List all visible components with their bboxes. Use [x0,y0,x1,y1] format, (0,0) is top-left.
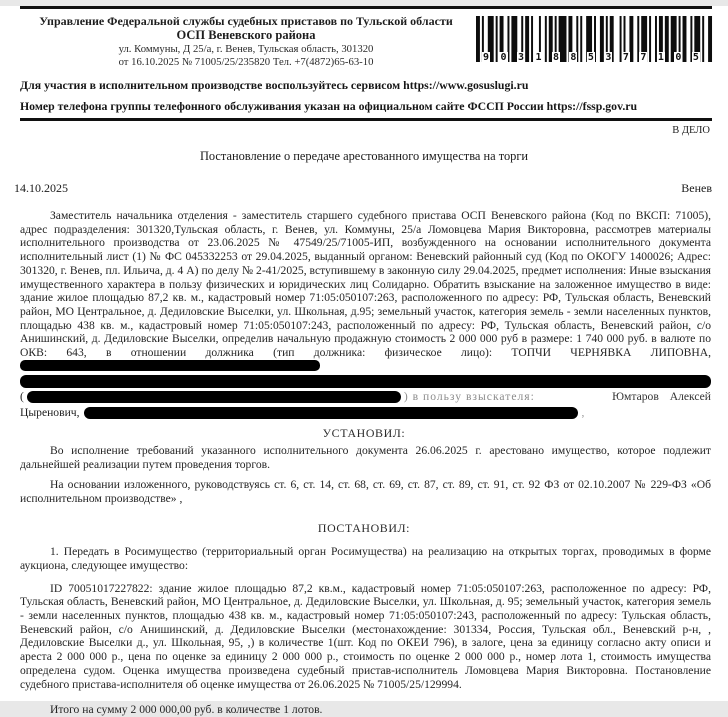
claimant-name: Юмтаров Алексей [612,390,711,404]
gosuslugi-notice: Для участия в исполнительном производстве воспользуйтесь сервисом https://www.gosuslugi.ru [20,78,529,92]
document-place: Венев [681,181,712,195]
intro-paragraph [20,209,711,373]
top-rule [20,6,712,9]
scanned-document-page [0,6,728,717]
lot-description-paragraph: ID 70051017227822: здание жилое площадью 87,2 кв.м., кадастровый номер 71:05:050107:263, расположенное по адресу: РФ, Тульская область, Веневский район, МО Центральное, д. Дедиловские Выселки, ул. Школьная, д. 95; земельный участок, категория земель - земли населенных пунктов, площадью 438 кв. м., кадастровый номер 71:05:050107:243, расположенный по адресу: Тульская область, Веневский район, с/о Анишинский, д. Дедиловские Выселки (местонахождение: 301334, Россия, Тульская обл., Веневский р-н, , Дедиловские Выселки д., ул. Школьная, 95, ,) в количестве 1(шт. Код по ОКЕИ 796), в залоге, цена за единицу согласно акту описи и ареста 2 000 000 р., цена по оценке за единицу 2 000 000 р., стоимость по оценке 2 000 000 р., номер лота 1, стоимость имущества определена судом. Оценка имущества произведена судебный пристав-исполнитель Ломовцева Мария Викторовна. Постановление судебного пристава-исполнителя об оценке имущества от 26.06.2025 № 71005/25/129994. [20,581,711,691]
org-name-line2: ОСП Веневского района [176,28,316,42]
barcode-digit: 1 [535,52,542,63]
document-title: Постановление о передаче арестованного имущества на торги [199,149,529,163]
redacted-line-full [20,375,711,388]
ustanovil-paragraph: Во исполнение требований указанного исполнительного документа 26.06.2025 г. арестовано имущество, которое подлежит дальнейшей реализации путем проведения торгов. [20,444,711,472]
org-name-line1: Управление Федеральной службы судебных приставов по Тульской области [39,14,453,28]
barcode-digit: 3 [605,52,612,63]
redaction-bar [84,407,578,419]
barcode-digit: 5 [692,52,699,63]
open-paren: ( [20,390,24,404]
barcode-digit: 7 [640,52,647,63]
section-ustanovil: УСТАНОВИЛ: [322,426,406,441]
header-bottom-rule [20,118,712,121]
letterhead [20,14,714,69]
barcode-digit: 8 [552,52,559,63]
barcode-digit: 8 [570,52,577,63]
outgoing-ref-line: от 16.10.2025 № 71005/25/235820 Тел. +7(4872)65-63-10 [118,56,374,68]
letterhead-org-block [20,14,472,69]
barcode-digit: 1 [657,52,664,63]
legal-basis-paragraph: На основании изложенного, руководствуясь ст. 6, ст. 14, ст. 68, ст. 69, ст. 87, ст. 89, ст. 91, ст. 92 ФЗ от 02.10.2007 № 229-ФЗ «Об исполнительном производстве» , [20,477,711,505]
document-barcode [476,16,714,64]
date-place-row [14,181,712,196]
redaction-bar [20,360,320,371]
redaction-bar [20,375,711,388]
intro-paragraph-text: Заместитель начальника отделения - заместитель старшего судебного пристава ОСП Веневского района (Код по ВКСП: 71005), адрес подразделения: 301320,Тульская область, г. Венев, ул. Коммуны, 25/а Ломовцева Мария Викторовна, рассмотрев материалы исполнительного производства от 23.06.2025 № 47549/25/71005-ИП, возбужденного на основании исполнительного документа исполнительный лист (1) № ФС 045332253 от 29.04.2025, выданный органом: Веневский районный суд (Код по ОКОГУ 1400026; Адрес: 301320, г. Венев, пл. Ильича, д. 4 А) по делу № 2-41/2025, вступившему в законную силу 29.04.2025, предмет исполнения: Иные взыскания имущественного характера в пользу физических и юридических лиц Солидарно. Обратить взыскание на заложенное имущество в виде: здание жилое площадью 87,2 кв. м., кадастровый номер 71:05:050107:263, расположенного по адресу: РФ, Тульская область, Веневский район, МО Центральное, д. Дедиловские Выселки, ул. Школьная, д.95; земельный участок, категория земель - земли населенных пунктов, площадью 438 кв. м., кадастровый номер 71:05:050107:243, расположенный по адресу: РФ, Тульская область, Веневский район, с/о Анишинский, д. Дедиловские Выселки, определив начальную продажную стоимость 2 000 000 руб в размере: 1 740 000 руб. в валюте по ОКВ: 643, в отношении должника (тип должника: физическое лицо): ТОПЧИ ЧЕРНЯВКА ЛИПОВНА, [20,209,711,360]
barcode-digit: 3 [517,52,524,63]
fssp-phone-notice: Номер телефона группы телефонного обслуживания указан на официальном сайте ФССП России https://fssp.gov.ru [20,99,638,113]
barcode-digit: 9 [483,52,490,63]
filed-stamp: В ДЕЛО [672,125,710,136]
barcode-digit: 0 [500,52,507,63]
total-paragraph: Итого на сумму 2 000 000,00 руб. в количестве 1 лотов. [50,703,323,717]
barcode-digits [482,52,700,63]
trailing-comma: , [581,405,585,419]
barcode-digit: 7 [622,52,629,63]
org-address: ул. Коммуны, Д 25/а, г. Венев, Тульская область, 301320 [118,43,374,55]
section-postanovil: ПОСТАНОВИЛ: [317,521,411,536]
redacted-line-claimant [20,390,711,404]
claimant-patronymic: Цыренович, [20,405,80,419]
resolution-item-1: 1. Передать в Росимущество (территориальный орган Росимущества) на реализацию на открытых торгах, проводимых в форме аукциона, следующее имущество: [20,545,711,572]
barcode-digit: 5 [587,52,594,63]
redaction-bar [27,391,401,403]
document-date: 14.10.2025 [14,181,68,195]
barcode-digit: 0 [675,52,682,63]
claimant-label: ) в пользу взыскателя: [403,390,535,404]
redacted-line-patronymic [20,406,711,420]
